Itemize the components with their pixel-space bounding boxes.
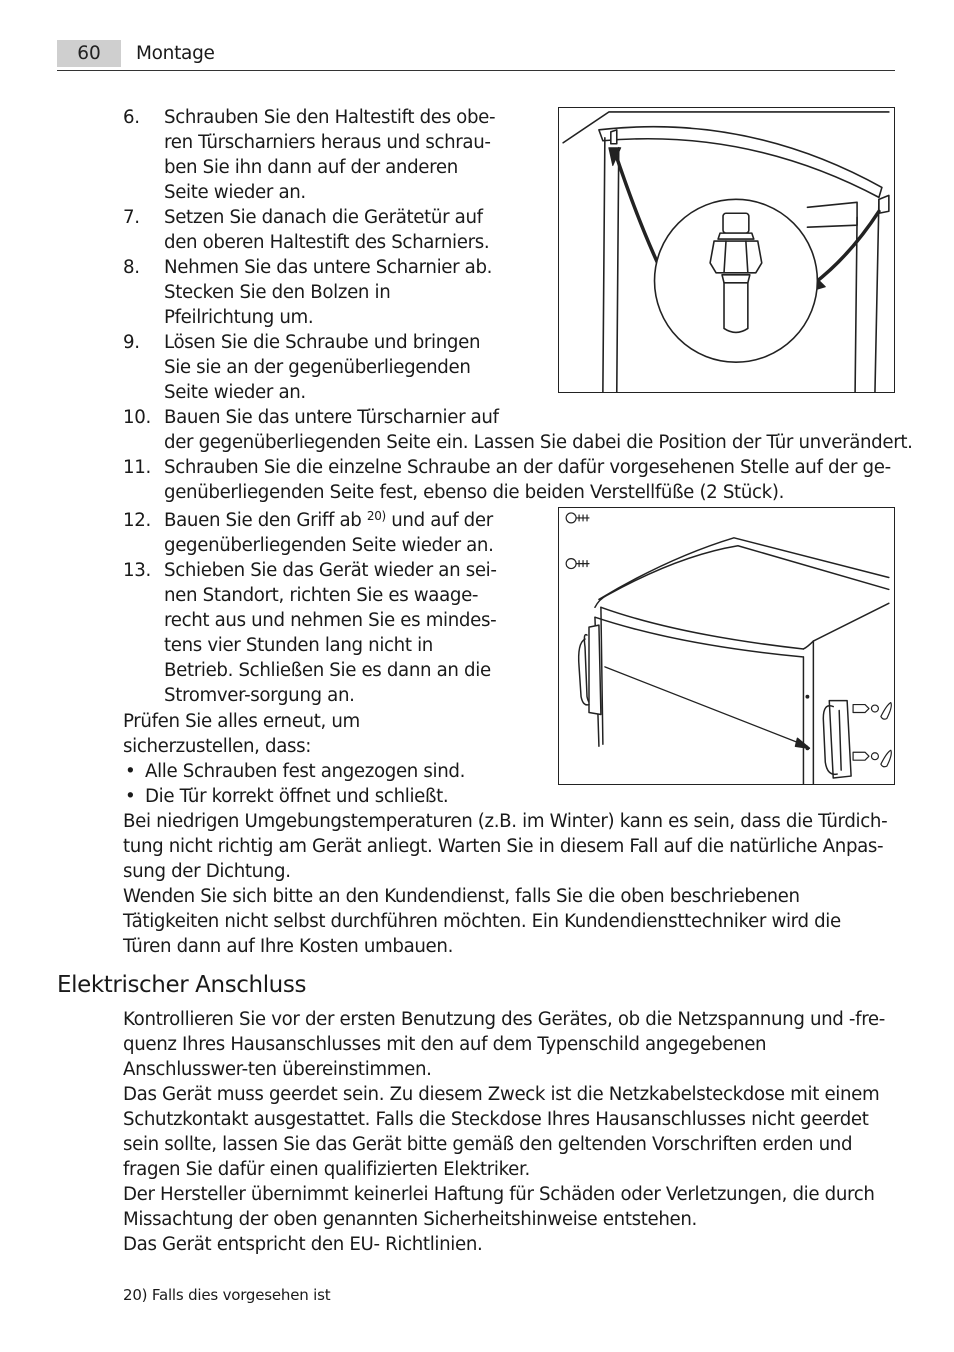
step-8 — [123, 255, 504, 330]
footnote-ref: 20) — [366, 509, 386, 523]
page-number: 60 — [57, 40, 121, 67]
step-text-line1: Bauen Sie das untere Türscharnier auf — [164, 407, 499, 428]
bullet-item — [123, 759, 893, 784]
header-rule — [57, 70, 895, 71]
paragraph: Der Hersteller übernimmt keinerlei Haftung für Schäden oder Verletzungen, die durch Missachtung der oben genannten Sicherheitshinweise entstehen. — [123, 1184, 875, 1230]
paragraph: Kontrollieren Sie vor der ersten Benutzung des Gerätes, ob die Netzspannung und -fre-quenz Ihres Hausanschlusses mit den auf dem Typenschild angegebenen Anschlusswer-ten übereinstimmen. — [123, 1009, 885, 1080]
bullet-dot: • — [125, 786, 136, 807]
step-number: 10. — [123, 407, 151, 428]
section-heading: Elektrischer Anschluss — [57, 972, 307, 998]
step-12 — [123, 508, 504, 558]
step-text-rest: der gegenüberliegenden Seite ein. Lassen Sie dabei die Position der Tür unverändert. — [164, 432, 913, 453]
paragraph: Wenden Sie sich bitte an den Kundendienst, falls Sie die oben beschriebenen Tätigkeiten nicht selbst durchführen möchten. Ein Kundendiensttechniker wird die Türen dann auf Ihre Kosten umbauen. — [123, 886, 841, 957]
step-number: 13. — [123, 560, 151, 581]
paragraph: Bei niedrigen Umgebungstemperaturen (z.B. im Winter) kann es sein, dass die Türdich-tung nicht richtig am Gerät anliegt. Warten Sie in diesem Fall auf die natürliche Anpas-sung der Dichtung. — [123, 811, 888, 882]
paragraph: Das Gerät entspricht den EU- Richtlinien. — [123, 1234, 483, 1255]
step-text: Schrauben Sie die einzelne Schraube an der dafür vorgesehenen Stelle auf der ge-genüberliegenden Seite fest, ebenso die beiden Verstellfüße (2 Stück). — [164, 457, 891, 503]
footnote: 20) Falls dies vorgesehen ist — [123, 1286, 331, 1304]
step-text: Setzen Sie danach die Gerätetür auf den oberen Haltestift des Scharniers. — [164, 207, 490, 253]
step-13 — [123, 558, 504, 708]
step-6 — [123, 105, 504, 205]
check-intro: Prüfen Sie alles erneut, um sicherzustellen, dass: — [123, 711, 360, 757]
step-number: 8. — [123, 257, 140, 278]
elektrisch-block — [123, 1007, 893, 1257]
bullet-text: Die Tür korrekt öffnet und schließt. — [145, 786, 449, 807]
step-number: 6. — [123, 107, 140, 128]
check-bullets — [123, 759, 893, 809]
step-number: 11. — [123, 457, 151, 478]
step-number: 12. — [123, 510, 151, 531]
check-block — [123, 709, 893, 959]
bullet-text: Alle Schrauben fest angezogen sind. — [145, 761, 466, 782]
section-title: Montage — [136, 43, 215, 64]
bullet-dot: • — [125, 761, 136, 782]
step-9 — [123, 330, 504, 405]
bullet-item — [123, 784, 893, 809]
step-text-before: Bauen Sie den Griff ab — [164, 510, 367, 531]
paragraph: Das Gerät muss geerdet sein. Zu diesem Zweck ist die Netzkabelsteckdose mit einem Schutzkontakt ausgestattet. Falls die Steckdose Ihres Hausanschlusses nicht geerdet sein sollte, lassen Sie das Gerät bitte gemäß den geltenden Vorschriften erden und fragen Sie dafür einen qualifizierten Elektriker. — [123, 1084, 880, 1180]
step-text: Nehmen Sie das untere Scharnier ab. Stecken Sie den Bolzen in Pfeilrichtung um. — [164, 257, 493, 328]
step-text: Schrauben Sie den Haltestift des obe-ren Türscharniers heraus und schrau-ben Sie ihn dann auf der anderen Seite wieder an. — [164, 107, 496, 203]
step-10 — [123, 405, 913, 455]
step-text: Schieben Sie das Gerät wieder an sei-nen Standort, richten Sie es waage-recht aus und nehmen Sie es mindes-tens vier Stunden lang nicht in Betrieb. Schließen Sie es dann an die Stromver-sorgung an. — [164, 560, 497, 706]
step-number: 9. — [123, 332, 140, 353]
step-number: 7. — [123, 207, 140, 228]
step-7 — [123, 205, 504, 255]
steps-list — [123, 105, 913, 708]
step-text-after: und auf der gegenüberliegenden Seite wieder an. — [164, 510, 494, 556]
step-11 — [123, 455, 898, 505]
step-text: Lösen Sie die Schraube und bringen Sie sie an der gegenüberliegenden Seite wieder an. — [164, 332, 481, 403]
